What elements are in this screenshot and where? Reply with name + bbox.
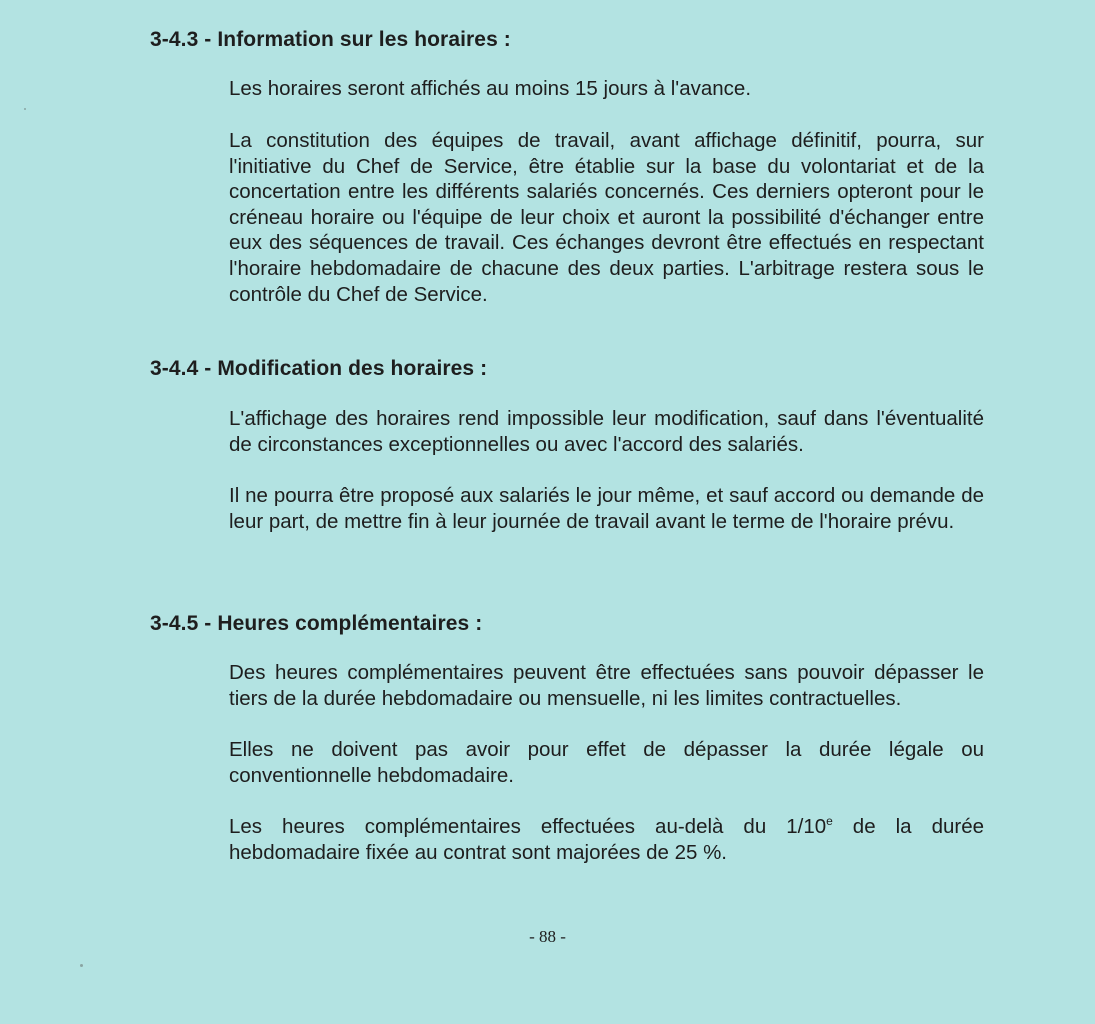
paragraph-3-4-3-2: La constitution des équipes de travail, avant affichage définitif, pourra, sur l'initiative du Chef de Service, être établie sur la base du volontariat et de la concertation entre les différents salariés concernés. Ces derniers opteront pour le créneau horaire ou l'équipe de leur choix et auront la possibilité d'échanger entre eux des séquences de travail. Ces échanges devront être effectués en respectant l'horaire hebdomadaire de chacune des deux parties. L'arbitrage restera sous le contrôle du Chef de Service. (229, 129, 984, 306)
superscript-e: e (826, 814, 833, 829)
section-heading-3-4-3: 3-4.3 - Information sur les horaires : (150, 28, 511, 51)
scan-speck (24, 108, 26, 110)
paragraph-3-4-5-3 (229, 814, 984, 865)
paragraph-3-4-4-1: L'affichage des horaires rend impossible leur modification, sauf dans l'éventualité de circonstances exceptionnelles ou avec l'accord des salariés. (229, 407, 984, 456)
section-heading-3-4-5: 3-4.5 - Heures complémentaires : (150, 612, 483, 635)
paragraph-3-4-5-1: Des heures complémentaires peuvent être effectuées sans pouvoir dépasser le tiers de la durée hebdomadaire ou mensuelle, ni les limites contractuelles. (229, 661, 984, 710)
scan-speck (80, 964, 83, 967)
paragraph-3-4-5-3-after: de la durée hebdomadaire fixée au contrat sont majorées de 25 %. (229, 815, 984, 864)
paragraph-3-4-3-1: Les horaires seront affichés au moins 15 jours à l'avance. (229, 77, 752, 100)
paragraph-3-4-5-3-before: Les heures complémentaires effectuées au-delà du 1/10 (229, 815, 827, 838)
paragraph-3-4-5-2: Elles ne doivent pas avoir pour effet de dépasser la durée légale ou conventionnelle hebdomadaire. (229, 738, 984, 787)
paragraph-3-4-4-2: Il ne pourra être proposé aux salariés le jour même, et sauf accord ou demande de leur part, de mettre fin à leur journée de travail avant le terme de l'horaire prévu. (229, 484, 984, 533)
page-number: - 88 - (529, 927, 566, 946)
section-heading-3-4-4: 3-4.4 - Modification des horaires : (150, 357, 488, 380)
